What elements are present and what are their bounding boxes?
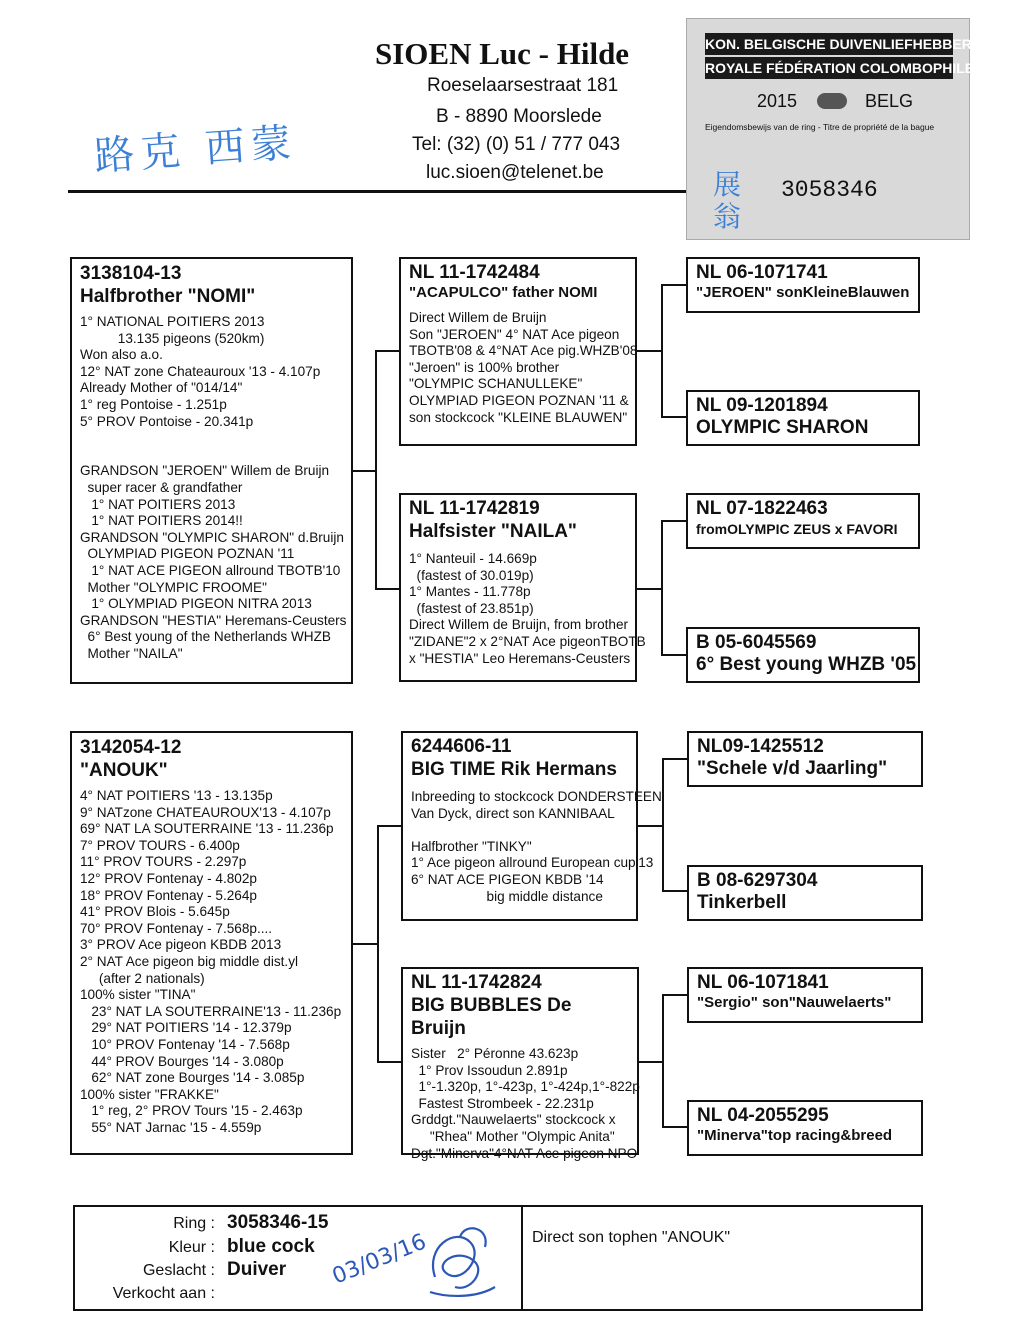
ss-father-name: "JEROEN" sonKleineBlauwen <box>696 284 910 301</box>
note-line: 1° NAT POITIERS 2013 <box>80 496 236 512</box>
ss-mother-name: OLYMPIC SHARON <box>696 417 869 438</box>
ring-label: Ring : <box>173 1215 215 1232</box>
note-line: OLYMPIAD PIGEON POZNAN '11 & <box>409 392 629 408</box>
connector <box>375 350 399 352</box>
sire-card <box>70 257 353 684</box>
note-line: 1° NAT POITIERS 2014!! <box>80 513 243 529</box>
note-line: son stockcock "KLEINE BLAUWEN" <box>409 409 628 425</box>
note-line: super racer & grandfather <box>80 479 243 495</box>
dam-father-name: BIG TIME Rik Hermans <box>411 759 617 780</box>
footer-remark: Direct son tophen "ANOUK" <box>532 1229 731 1246</box>
color-value: blue cock <box>227 1236 315 1257</box>
note-line: (fastest of 23.851p) <box>409 600 534 616</box>
connector <box>638 825 663 827</box>
connector <box>661 284 663 418</box>
note-line: 1° Ace pigeon allround European cup'13 <box>411 855 654 871</box>
note-line: 1° NATIONAL POITIERS 2013 <box>80 314 265 329</box>
note-line: 100% sister "FRAKKE" <box>80 1086 219 1102</box>
note-line: 9° NATzone CHATEAUROUX'13 - 4.107p <box>80 804 331 820</box>
note-line: 6° NAT ACE PIGEON KBDB '14 <box>411 871 604 887</box>
dam-mother-card <box>401 967 640 1161</box>
note-line: 10° PROV Fontenay '14 - 7.568p <box>80 1036 290 1052</box>
note-line: Fastest Strombeek - 22.231p <box>411 1095 594 1111</box>
note-line: Van Dyck, direct son KANNIBAAL <box>411 805 615 821</box>
connector <box>661 520 686 522</box>
connector <box>353 943 378 945</box>
note-line: Halfbrother "TINKY" <box>411 838 532 854</box>
dam-father-card <box>401 731 662 921</box>
note-line: "ZIDANE"2 x 2°NAT Ace pigeonTBOTB <box>409 633 646 649</box>
handwritten-date: 03/03/16 <box>328 1229 430 1290</box>
sire-name: Halfbrother "NOMI" <box>80 286 256 307</box>
note-line: Direct Willem de Bruijn, from brother <box>409 617 629 633</box>
breeder-email: luc.sioen@telenet.be <box>426 162 604 183</box>
ss-father-card <box>686 257 920 313</box>
ring-value: 3058346-15 <box>227 1212 329 1233</box>
ss-mother-card <box>686 390 920 446</box>
note-line: Grddgt."Nauwelaerts" stockcock x <box>411 1112 616 1128</box>
note-line: Son "JEROEN" 4° NAT Ace pigeon <box>409 326 620 342</box>
sex-value: Duiver <box>227 1259 287 1280</box>
sire-mother-ring: NL 11-1742819 <box>409 498 540 519</box>
connector <box>375 588 399 590</box>
dm-father-ring: NL 06-1071841 <box>697 972 829 993</box>
note-line: (fastest of 30.019p) <box>409 567 534 583</box>
dam-father-notes <box>411 789 662 905</box>
note-line: "Rhea" Mother "Olympic Anita" <box>411 1128 615 1144</box>
note-line: TBOTB'08 & 4°NAT Ace pig.WHZB'08 <box>409 343 638 359</box>
dam-ring: 3142054-12 <box>80 737 182 758</box>
sire-father-ring: NL 11-1742484 <box>409 262 540 283</box>
footer-divider <box>521 1207 523 1311</box>
note-line: Dgt."Minerva"4°NAT Ace pigeon NPO <box>411 1145 638 1161</box>
note-line: 1° reg, 2° PROV Tours '15 - 2.463p <box>80 1103 303 1119</box>
stamp-ring-number: 3058346 <box>781 177 878 203</box>
handwritten-chinese-name: 路克 西蒙 <box>92 119 299 181</box>
sd-mother-ring: B 05-6045569 <box>696 632 817 653</box>
connector <box>639 1061 663 1063</box>
note-line: 11° PROV TOURS - 2.297p <box>80 854 247 870</box>
connector <box>353 470 376 472</box>
df-father-card <box>687 731 923 787</box>
connector <box>377 825 401 827</box>
note-line: 41° PROV Blois - 5.645p <box>80 904 230 920</box>
stamp-band-french: ROYALE FÉDÉRATION COLOMBOPHILE BELGE <box>705 57 953 79</box>
dam-mother-notes <box>411 1046 640 1162</box>
df-mother-name: Tinkerbell <box>697 892 787 913</box>
dm-father-name: "Sergio" son"Nauwelaerts" <box>697 994 892 1011</box>
note-line: GRANDSON "JEROEN" Willem de Bruijn <box>80 463 330 479</box>
dam-mother-name: BIG BUBBLES De Bruijn <box>411 995 572 1039</box>
note-line: 5° PROV Pontoise - 20.341p <box>80 413 254 429</box>
connector <box>637 350 662 352</box>
breeder-city: B - 8890 Moorslede <box>436 106 602 127</box>
note-line <box>80 430 343 447</box>
stamp-emblem-icon <box>817 93 847 109</box>
note-line: 6° Best young of the Netherlands WHZB <box>80 629 331 645</box>
note-line <box>411 822 628 839</box>
stamp-handwriting: 展翁 <box>713 168 742 233</box>
ss-mother-ring: NL 09-1201894 <box>696 395 828 416</box>
stamp-caption: Eigendomsbewijs van de ring - Titre de propriété de la bague <box>705 122 935 132</box>
note-line: 12° NAT zone Chateauroux '13 - 4.107p <box>80 363 321 379</box>
dm-mother-card <box>687 1100 923 1156</box>
note-line <box>80 447 343 464</box>
ss-father-ring: NL 06-1071741 <box>696 262 828 283</box>
sire-ring: 3138104-13 <box>80 263 182 284</box>
pigeon-info-footer <box>73 1205 923 1311</box>
connector <box>662 994 687 996</box>
connector <box>661 654 686 656</box>
note-line: Already Mother of "014/14" <box>80 380 243 396</box>
df-father-name: "Schele v/d Jaarling" <box>697 758 888 779</box>
sire-performance-list <box>80 314 347 662</box>
dam-card <box>70 731 353 1155</box>
connector <box>377 825 379 1063</box>
note-line: 2° NAT Ace pigeon big middle dist.yl <box>80 953 299 969</box>
sd-father-ring: NL 07-1822463 <box>696 498 828 519</box>
df-father-ring: NL09-1425512 <box>697 736 824 757</box>
note-line: 7° PROV TOURS - 6.400p <box>80 837 240 853</box>
sire-mother-notes <box>409 551 646 667</box>
sd-mother-card <box>686 627 920 683</box>
note-line: 1° Prov Issoudun 2.891p <box>411 1062 568 1078</box>
connector <box>662 758 664 892</box>
df-mother-card <box>687 865 923 921</box>
note-line: 1° OLYMPIAD PIGEON NITRA 2013 <box>80 596 312 612</box>
note-line: 1° reg Pontoise - 1.251p <box>80 396 227 412</box>
stamp-year: 2015 <box>757 91 798 111</box>
note-line: 18° PROV Fontenay - 5.264p <box>80 887 257 903</box>
note-line: 13.135 pigeons (520km) <box>80 330 265 346</box>
note-line: 44° PROV Bourges '14 - 3.080p <box>80 1053 284 1069</box>
note-line: Inbreeding to stockcock DONDERSTEEN <box>411 789 662 804</box>
dm-mother-ring: NL 04-2055295 <box>697 1105 829 1126</box>
stamp-band-dutch: KON. BELGISCHE DUIVENLIEFHEBBERSBOND <box>705 33 953 55</box>
connector <box>377 1061 401 1063</box>
note-line: 55° NAT Jarnac '15 - 4.559p <box>80 1119 262 1135</box>
note-line: 3° PROV Ace pigeon KBDB 2013 <box>80 937 282 953</box>
note-line: Won also a.o. <box>80 347 163 363</box>
note-line: 4° NAT POITIERS '13 - 13.135p <box>80 788 273 803</box>
federation-ring-stamp <box>686 18 1026 240</box>
sd-father-card <box>686 493 920 549</box>
connector <box>375 350 377 590</box>
dam-performance-list <box>80 788 343 1136</box>
sd-mother-name: 6° Best young WHZB '05 <box>696 654 917 675</box>
dam-father-ring: 6244606-11 <box>411 736 512 757</box>
sire-father-name: "ACAPULCO" father NOMI <box>409 284 598 301</box>
dam-name: "ANOUK" <box>80 760 168 781</box>
note-line: 23° NAT LA SOUTERRAINE'13 - 11.236p <box>80 1003 342 1019</box>
note-line: "OLYMPIC SCHANULLEKE" <box>409 376 583 392</box>
note-line: (after 2 nationals) <box>80 970 205 986</box>
connector <box>661 520 663 656</box>
header-rule <box>68 190 688 193</box>
breeder-street: Roeselaarsestraat 181 <box>427 75 619 96</box>
note-line: GRANDSON "OLYMPIC SHARON" d.Bruijn <box>80 529 344 545</box>
note-line: big middle distance <box>411 888 603 904</box>
note-line: x "HESTIA" Leo Heremans-Ceusters <box>409 650 631 666</box>
note-line: 69° NAT LA SOUTERRAINE '13 - 11.236p <box>80 821 334 837</box>
sire-father-notes <box>409 310 638 426</box>
note-line: 70° PROV Fontenay - 7.568p.... <box>80 920 273 936</box>
stamp-country: BELG <box>865 91 914 111</box>
sex-label: Geslacht : <box>142 1262 215 1279</box>
connector <box>662 994 664 1128</box>
connector <box>661 416 686 418</box>
connector <box>662 758 687 760</box>
connector <box>662 1126 687 1128</box>
dam-mother-ring: NL 11-1742824 <box>411 972 542 993</box>
connector <box>637 588 662 590</box>
sire-mother-name: Halfsister "NAILA" <box>409 521 577 542</box>
note-line: 1° Mantes - 11.778p <box>409 584 531 600</box>
connector <box>661 284 686 286</box>
note-line: 1°-1.320p, 1°-423p, 1°-424p,1°-822p <box>411 1079 640 1095</box>
note-line: Sister 2° Péronne 43.623p <box>411 1046 579 1061</box>
dm-father-card <box>687 967 923 1023</box>
note-line: Direct Willem de Bruijn <box>409 310 547 325</box>
color-label: Kleur : <box>168 1239 215 1256</box>
signature-icon <box>415 1217 505 1307</box>
sd-father-name: fromOLYMPIC ZEUS x FAVORI <box>696 521 898 537</box>
note-line: 62° NAT zone Bourges '14 - 3.085p <box>80 1070 305 1086</box>
connector <box>662 890 687 892</box>
note-line: OLYMPIAD PIGEON POZNAN '11 <box>80 546 295 562</box>
dm-mother-name: "Minerva"top racing&breed <box>697 1127 893 1144</box>
note-line: Mother "NAILA" <box>80 645 183 661</box>
note-line: 29° NAT POITIERS '14 - 12.379p <box>80 1020 292 1036</box>
note-line: 1° NAT ACE PIGEON allround TBOTB'10 <box>80 562 341 578</box>
df-mother-ring: B 08-6297304 <box>697 870 818 891</box>
breeder-name: SIOEN Luc - Hilde <box>375 36 630 71</box>
sold-to-label: Verkocht aan : <box>112 1285 215 1302</box>
breeder-tel: Tel: (32) (0) 51 / 777 043 <box>412 134 621 155</box>
note-line: 12° PROV Fontenay - 4.802p <box>80 870 257 886</box>
sire-mother-card <box>399 493 646 682</box>
sire-father-card <box>399 257 637 446</box>
note-line: 1° Nanteuil - 14.669p <box>409 551 537 566</box>
note-line: 100% sister "TINA" <box>80 987 196 1003</box>
note-line: GRANDSON "HESTIA" Heremans-Ceusters <box>80 612 347 628</box>
note-line: "Jeroen" is 100% brother <box>409 359 560 375</box>
note-line: Mother "OLYMPIC FROOME" <box>80 579 267 595</box>
